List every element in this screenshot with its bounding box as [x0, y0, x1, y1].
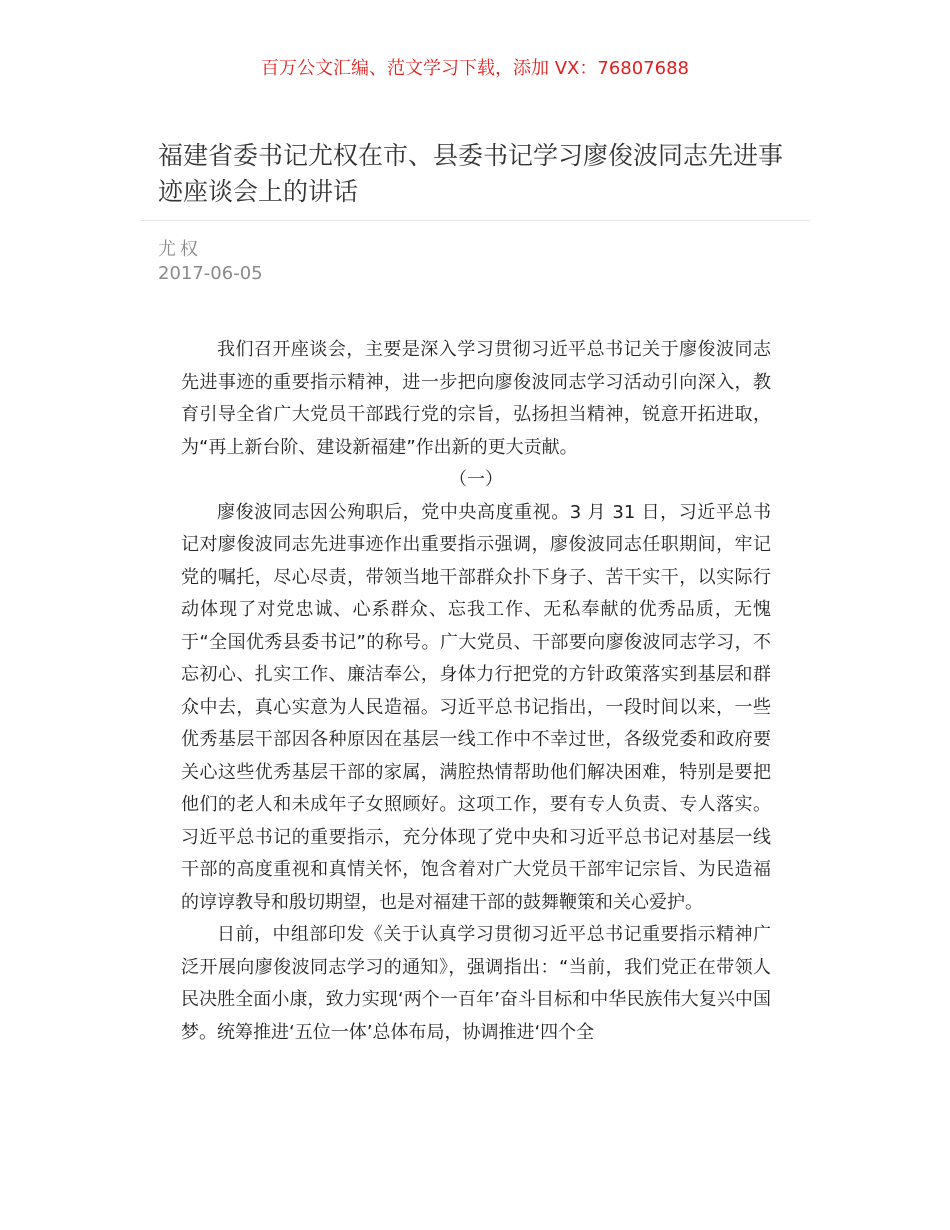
section-heading: （一） [449, 469, 503, 490]
article-date: 2017-06-05 [158, 263, 263, 284]
paragraph-body: 日前，中组部印发《关于认真学习贯彻习近平总书记重要指示精神广泛开展向廖俊波同志学习的通知》，强调指出：“当前，我们党正在带领人民决胜全面小康，致力实现‘两个一百年’奋斗目标和中华民族伟大复兴中国梦。统筹推进‘五位一体’总体布局，协调推进‘四个全 [181, 924, 771, 1043]
promo-banner: 百万公文汇编、范文学习下载，添加 VX：76807688 [261, 58, 689, 79]
article-title: 福建省委书记尤权在市、县委书记学习廖俊波同志先进事迹座谈会上的讲话 [158, 141, 784, 206]
paragraph-intro: 我们召开座谈会，主要是深入学习贯彻习近平总书记关于廖俊波同志先进事迹的重要指示精神，进一步把向廖俊波同志学习活动引向深入，教育引导全省广大党员干部践行党的宗旨，弘扬担当精神，锐意开拓进取，为“再上新台阶、建设新福建”作出新的更大贡献。 [181, 339, 771, 458]
paragraph-body: 廖俊波同志因公殉职后，党中央高度重视。3 月 31 日，习近平总书记对廖俊波同志先进事迹作出重要指示强调，廖俊波同志任职期间，牢记党的嘱托，尽心尽责，带领当地干部群众扑下身子、苦干实干，以实际行动体现了对党忠诚、心系群众、忘我工作、无私奉献的优秀品质，无愧于“全国优秀县委书记”的称号。广大党员、干部要向廖俊波同志学习，不忘初心、扎实工作、廉洁奉公，身体力行把党的方针政策落实到基层和群众中去，真心实意为人民造福。习近平总书记指出，一段时间以来，一些优秀基层干部因各种原因在基层一线工作中不幸过世，各级党委和政府要关心这些优秀基层干部的家属，满腔热情帮助他们解决困难，特别是要把他们的老人和未成年子女照顾好。这项工作，要有专人负责、专人落实。习近平总书记的重要指示，充分体现了党中央和习近平总书记对基层一线干部的高度重视和真情关怀，饱含着对广大党员干部牢记宗旨、为民造福的谆谆教导和殷切期望，也是对福建干部的鼓舞鞭策和关心爱护。 [181, 501, 771, 913]
article-author: 尤权 [158, 239, 202, 260]
title-divider [140, 220, 810, 221]
article-body [181, 334, 771, 1049]
